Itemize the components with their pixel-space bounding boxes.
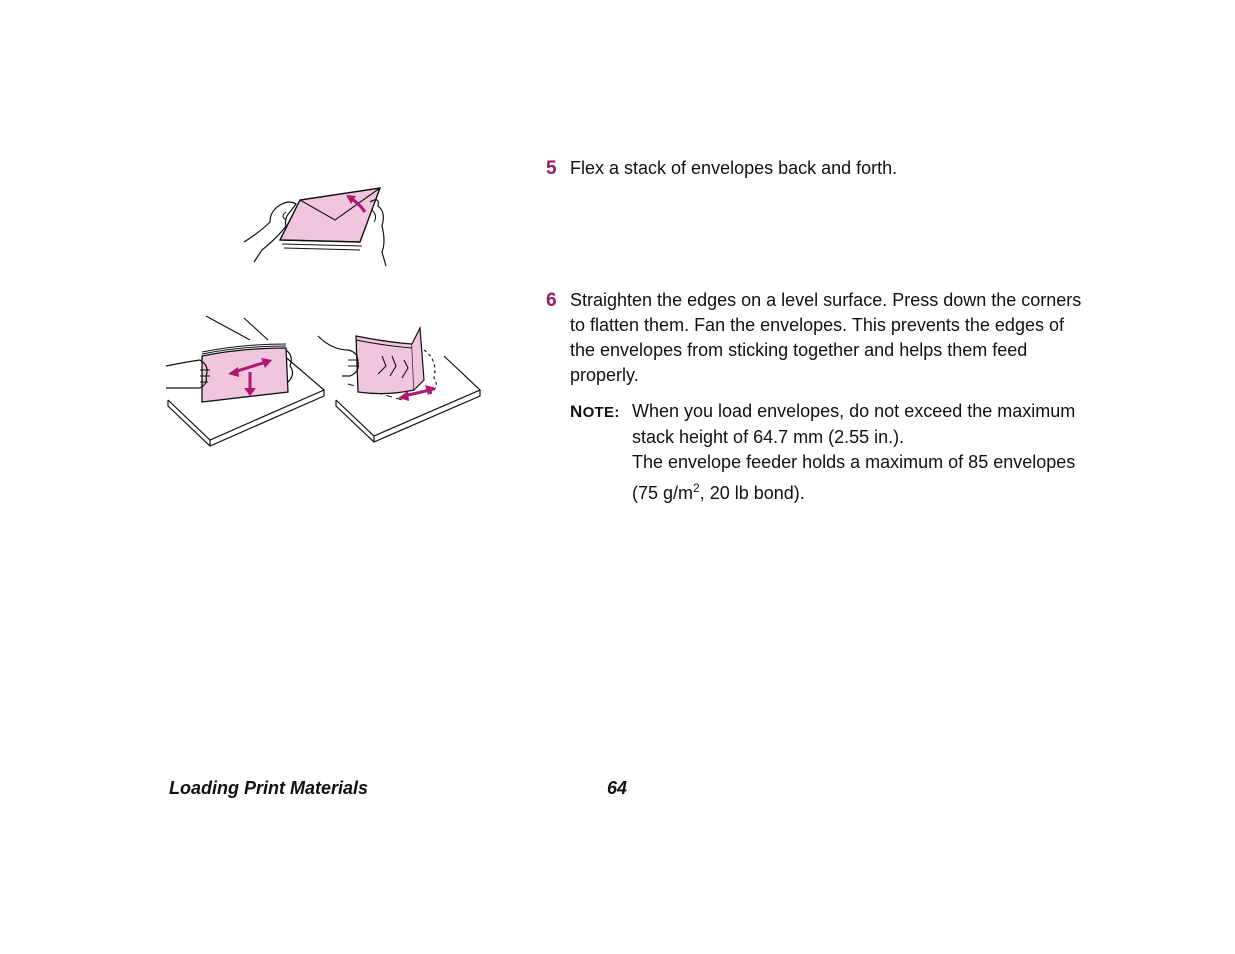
step-number: 6 [546, 290, 557, 311]
flex-envelopes-illustration [240, 182, 400, 272]
straighten-envelopes-illustration [162, 310, 332, 450]
step-6 [546, 288, 1086, 388]
step-number: 5 [546, 158, 557, 179]
step-5 [546, 156, 1086, 181]
footer-section-title: Loading Print Materials [169, 778, 369, 798]
note-line-stack-height: When you load envelopes, do not exceed the maximum stack height of 64.7 mm (2.55 in.). [632, 401, 1076, 447]
fan-envelopes-illustration [312, 320, 487, 450]
note-line-capacity: The envelope feeder holds a maximum of 85 envelopes (75 $g/m^2$, 20 lb bond). [632, 452, 1076, 503]
step-text: Straighten the edges on a level surface. Press down the corners to flatten them. Fan the envelopes. This prevents the edges of the envelopes from sticking together and helps them feed properly. [570, 290, 1082, 385]
step-text: Flex a stack of envelopes back and forth. [570, 158, 898, 178]
note [570, 399, 1090, 506]
footer-page-number: 64 [607, 778, 628, 798]
note-body [632, 399, 1090, 506]
note-label: NOTE: [570, 402, 620, 421]
